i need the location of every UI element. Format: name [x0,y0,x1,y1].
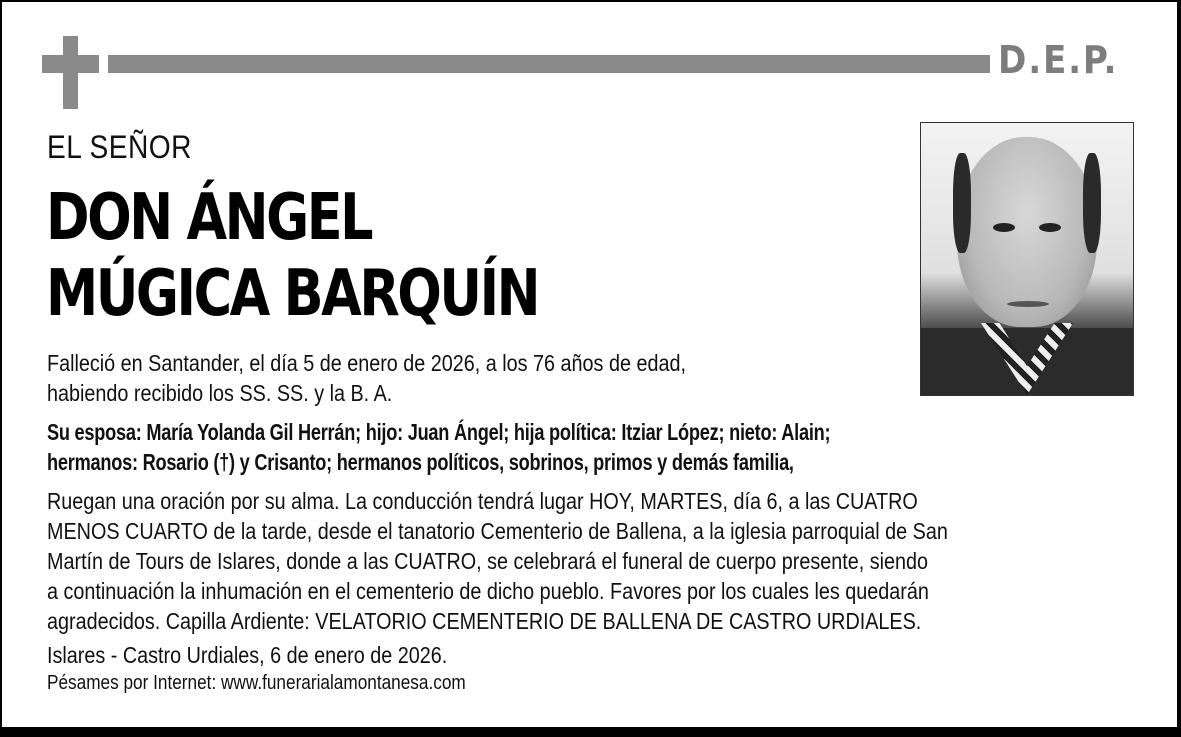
deceased-name [46,180,538,332]
photo-eye-left [993,223,1015,232]
photo-hair-right [1083,153,1101,253]
ceremony-line: Ruegan una oración por su alma. La conducción tendrá lugar HOY, MARTES, día 6, a las CUATRO [47,488,918,514]
family-line: Su esposa: María Yolanda Gil Herrán; hijo: Juan Ángel; hija política: Itziar López; nieto: Alain; [47,419,831,445]
photo-hair-left [953,153,971,253]
death-notice-line: habiendo recibido los SS. SS. y la B. A. [47,380,393,406]
ceremony-line: a continuación la inhumación en el cementerio de dicho pueblo. Favores por los cuales les quedarán [47,578,929,604]
deceased-photo [920,122,1134,396]
cross-icon-bar [42,55,99,73]
photo-eye-right [1039,223,1061,232]
photo-mouth [1007,301,1049,307]
header-rule [108,55,990,73]
ceremony-line: agradecidos. Capilla Ardiente: VELATORIO CEMENTERIO DE BALLENA DE CASTRO URDIALES. [47,608,922,634]
condolences-link[interactable]: Pésames por Internet: www.funerarialamontanesa.com [47,672,466,694]
ceremony-details [47,486,948,636]
place-date: Islares - Castro Urdiales, 6 de enero de 2026. [47,642,448,668]
deceased-name-line2: MÚGICA BARQUÍN [46,257,539,331]
death-notice [47,348,686,408]
photo-head [957,137,1097,327]
ceremony-line: MENOS CUARTO de la tarde, desde el tanatorio Cementerio de Ballena, a la iglesia parroquial de San [47,518,948,544]
death-notice-line: Falleció en Santander, el día 5 de enero de 2026, a los 76 años de edad, [47,350,686,376]
honorific-title: EL SEÑOR [47,129,192,165]
obituary-card [2,2,1177,727]
ceremony-line: Martín de Tours de Islares, donde a las CUATRO, se celebrará el funeral de cuerpo presente, siendo [47,548,929,574]
family-line: hermanos: Rosario (†) y Crisanto; hermanos políticos, sobrinos, primos y demás familia, [47,449,794,475]
family-list [47,417,830,477]
dep-label: D.E.P. [998,38,1119,82]
deceased-name-line1: DON ÁNGEL [46,181,372,255]
